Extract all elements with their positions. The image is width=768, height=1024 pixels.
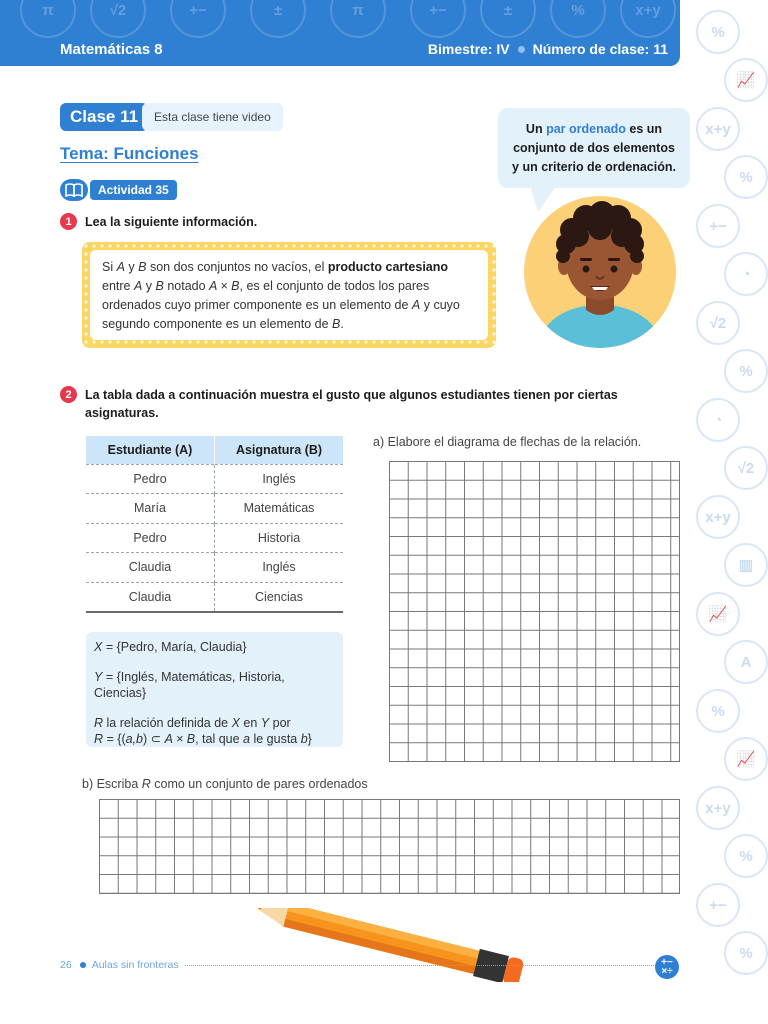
table-cell: María xyxy=(86,494,215,524)
separator-dot xyxy=(518,46,525,53)
decorative-math-icon: % xyxy=(724,834,768,878)
table-header-row xyxy=(86,436,343,464)
decorative-math-icon: √2 xyxy=(724,446,768,490)
topic-title: Tema: Funciones xyxy=(60,144,199,163)
decorative-math-icon: ◔ xyxy=(696,398,740,442)
table-cell: Pedro xyxy=(86,464,215,494)
header-deco-icon: √2 xyxy=(90,0,146,38)
set-y: Y = {Inglés, Matemáticas, Historia, Ciencias} xyxy=(94,670,285,700)
step-instruction: Lea la siguiente información. xyxy=(85,215,258,229)
footer-dot xyxy=(80,962,86,968)
table-row xyxy=(86,494,343,524)
highlight-term: par ordenado xyxy=(546,122,626,136)
step-1 xyxy=(60,213,480,231)
speech-bubble: Un par ordenado es un conjunto de dos elementos y un criterio de ordenación. xyxy=(498,108,690,188)
decorative-math-icon: x+y xyxy=(696,495,740,539)
column-header: Estudiante (A) xyxy=(86,436,215,464)
decorative-math-icon: ▥ xyxy=(724,543,768,587)
relation-definition: R la relación definida de X en Y por R = {(a,b) ⊂ A × B, tal que a le gusta b} xyxy=(94,716,312,746)
definition-box xyxy=(82,242,496,348)
decorative-math-icon: x+y xyxy=(696,107,740,151)
decorative-math-icon: 📈 xyxy=(724,58,768,102)
question-b: b) Escriba R como un conjunto de pares ordenados xyxy=(82,777,368,791)
video-note: Esta clase tiene video xyxy=(142,103,283,131)
page-number: 26 xyxy=(60,959,72,971)
decorative-math-icon: A xyxy=(724,640,768,684)
decorative-math-icon: % xyxy=(724,349,768,393)
column-header: Asignatura (B) xyxy=(215,436,344,464)
step-instruction: La tabla dada a continuación muestra el gusto que algunos estudiantes tienen por ciertas asignaturas. xyxy=(85,388,618,420)
cartesian-product-term: producto cartesiano xyxy=(327,260,449,274)
table-row xyxy=(86,464,343,494)
header-deco-icon: π xyxy=(330,0,386,38)
decorative-math-icon: % xyxy=(724,931,768,975)
page-header xyxy=(0,0,680,66)
step-number-badge: 2 xyxy=(60,386,77,403)
student-subject-table xyxy=(86,436,343,613)
decorative-math-icon: 📈 xyxy=(696,592,740,636)
question-a: a) Elabore el diagrama de flechas de la relación. xyxy=(373,435,642,449)
table-row xyxy=(86,523,343,553)
answer-grid-b[interactable] xyxy=(99,799,680,894)
table-cell: Inglés xyxy=(215,464,344,494)
student-avatar xyxy=(520,196,680,348)
activity-label xyxy=(60,179,177,201)
decorative-math-icon: √2 xyxy=(696,301,740,345)
table-cell: Ciencias xyxy=(215,582,344,612)
definition-text: Si A y B son dos conjuntos no vacíos, el producto cartesiano entre A y B notado A × B, es el conjunto de todos los pares ordenados cuyo primer componente es un elemento de A y cuyo segundo componente es un elemento de B. xyxy=(90,250,488,340)
step-number-badge: 1 xyxy=(60,213,77,230)
decorative-math-icon: +− xyxy=(696,204,740,248)
table-cell: Claudia xyxy=(86,582,215,612)
class-badge: Clase 11 xyxy=(60,103,148,131)
header-deco-icon: π xyxy=(20,0,76,38)
math-operations-icon: +− ×÷ xyxy=(655,955,679,979)
step-2 xyxy=(60,386,640,422)
series-name: Aulas sin fronteras xyxy=(91,959,179,971)
sets-definition-box xyxy=(86,632,343,747)
subject-title: Matemáticas 8 xyxy=(60,41,163,58)
class-meta xyxy=(428,41,668,57)
header-deco-icon: ± xyxy=(480,0,536,38)
table-cell: Matemáticas xyxy=(215,494,344,524)
table-cell: Historia xyxy=(215,523,344,553)
decorative-math-icon: % xyxy=(696,10,740,54)
decorative-math-icon: +− xyxy=(696,883,740,927)
decorative-icon-strip xyxy=(690,0,768,1024)
table-cell: Inglés xyxy=(215,553,344,583)
answer-grid-a[interactable] xyxy=(389,461,680,762)
bimestre-label: Bimestre: IV xyxy=(427,41,510,57)
header-deco-icon: x+y xyxy=(620,0,676,38)
set-x: X = {Pedro, María, Claudia} xyxy=(94,640,247,654)
decorative-math-icon: % xyxy=(724,155,768,199)
decorative-math-icon: x+y xyxy=(696,786,740,830)
table-row xyxy=(86,553,343,583)
header-deco-icon: ± xyxy=(250,0,306,38)
decorative-math-icon: ◔ xyxy=(724,252,768,296)
book-icon xyxy=(60,179,88,201)
decorative-math-icon: 📈 xyxy=(724,737,768,781)
class-number-label: Número de clase: 11 xyxy=(532,41,668,57)
header-deco-icon: +− xyxy=(170,0,226,38)
header-deco-icon: +− xyxy=(410,0,466,38)
decorative-math-icon: % xyxy=(696,689,740,733)
table-cell: Claudia xyxy=(86,553,215,583)
table-cell: Pedro xyxy=(86,523,215,553)
header-deco-icon: % xyxy=(550,0,606,38)
footer-dotted-line xyxy=(185,965,674,966)
table-row xyxy=(86,582,343,612)
page-footer xyxy=(60,958,680,972)
activity-number: Actividad 35 xyxy=(90,180,177,200)
